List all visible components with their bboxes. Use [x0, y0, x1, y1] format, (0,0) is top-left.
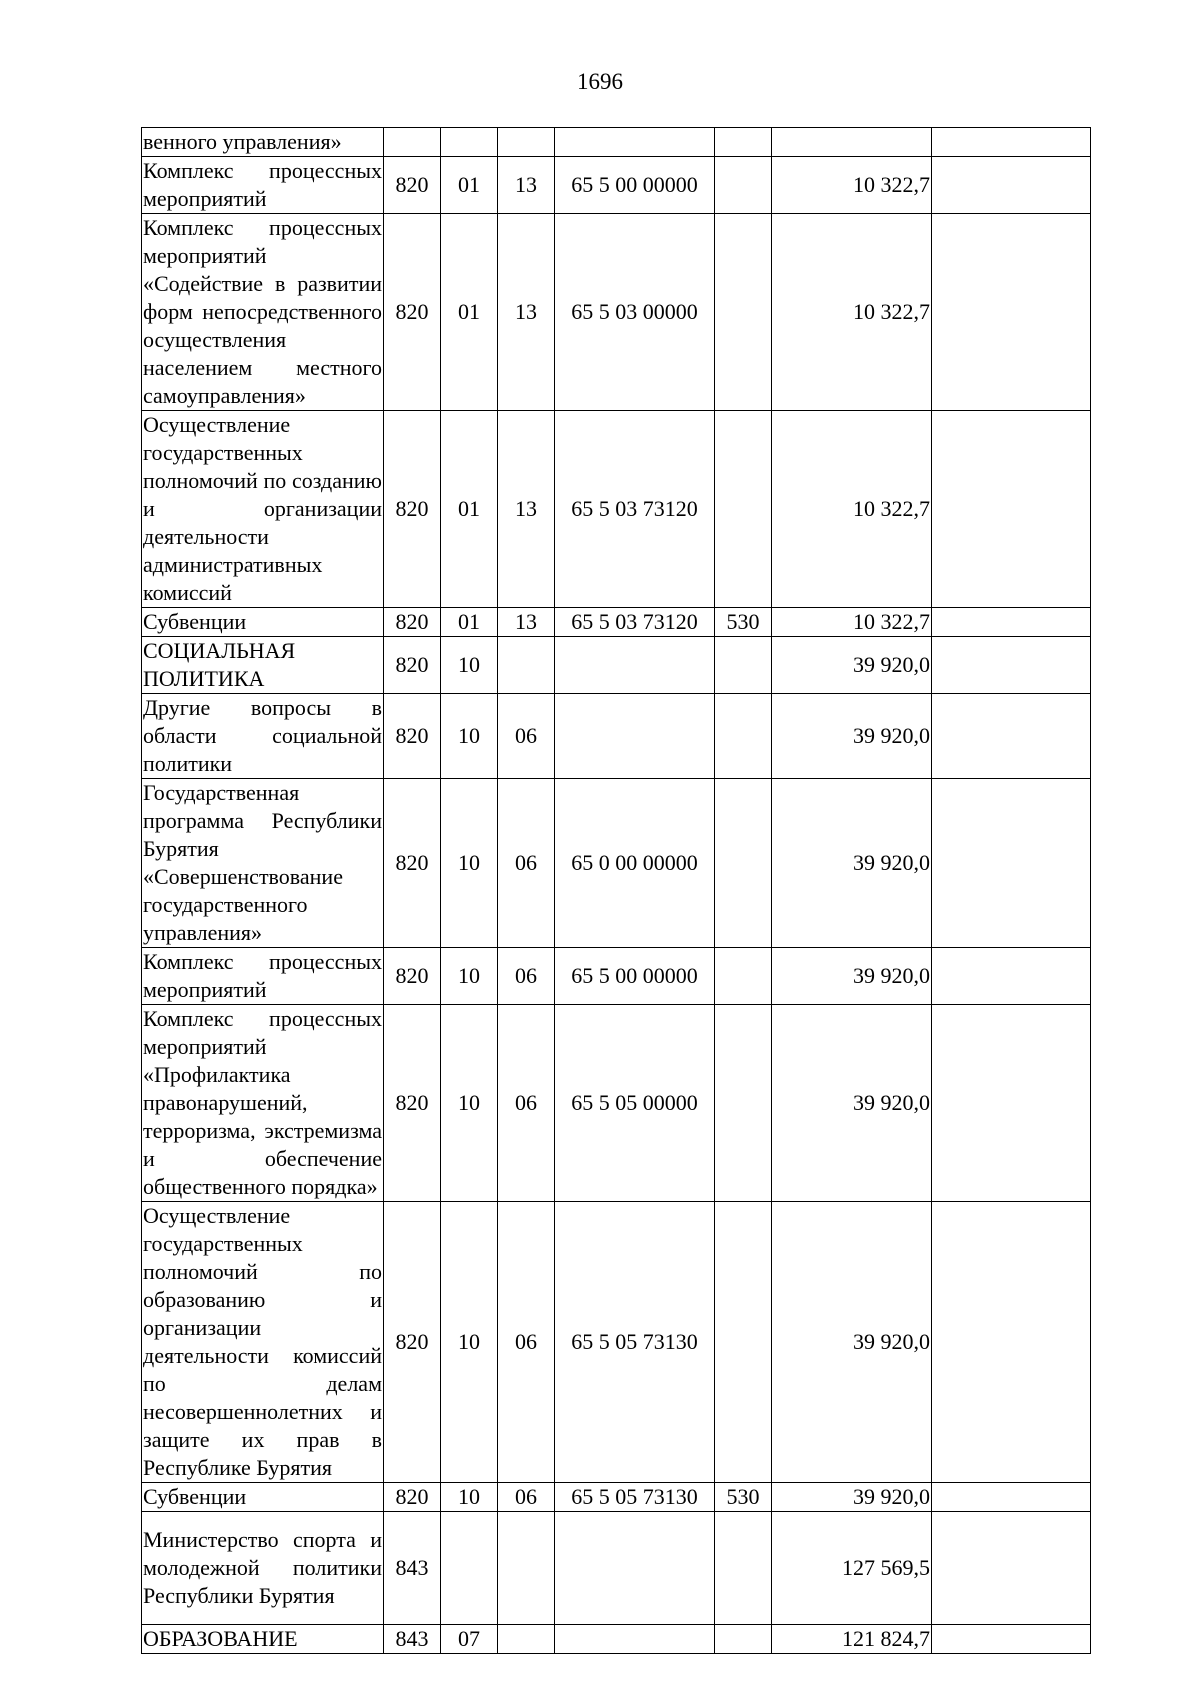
row-gr: 820	[384, 948, 441, 1005]
row-extra	[932, 157, 1091, 214]
table-row	[142, 637, 1091, 694]
row-sum: 39 920,0	[772, 637, 932, 694]
row-gr: 820	[384, 779, 441, 948]
row-pr: 13	[498, 214, 555, 411]
row-pr: 13	[498, 411, 555, 608]
row-rz: 01	[441, 157, 498, 214]
row-rz: 01	[441, 411, 498, 608]
row-vr	[715, 1625, 772, 1654]
row-extra	[932, 1512, 1091, 1625]
row-sum: 10 322,7	[772, 608, 932, 637]
table-row	[142, 1483, 1091, 1512]
row-rz: 10	[441, 694, 498, 779]
row-rz: 01	[441, 214, 498, 411]
row-csr: 65 5 05 73130	[555, 1483, 715, 1512]
row-csr	[555, 1512, 715, 1625]
table-row	[142, 1625, 1091, 1654]
row-sum: 39 920,0	[772, 1005, 932, 1202]
budget-table-body	[142, 128, 1091, 1654]
row-gr: 820	[384, 608, 441, 637]
row-csr: 65 5 00 00000	[555, 157, 715, 214]
row-pr	[498, 128, 555, 157]
row-gr: 820	[384, 637, 441, 694]
row-sum: 39 920,0	[772, 694, 932, 779]
row-rz: 01	[441, 608, 498, 637]
row-sum: 10 322,7	[772, 411, 932, 608]
row-pr	[498, 637, 555, 694]
row-name: Другие вопросы в области социальной политики	[142, 694, 384, 779]
row-csr: 65 5 00 00000	[555, 948, 715, 1005]
row-name: Комплекс процессных мероприятий «Профилактика правонарушений, терроризма, экстремизма и обеспечение общественного порядка»	[142, 1005, 384, 1202]
row-name: Субвенции	[142, 608, 384, 637]
row-pr: 13	[498, 157, 555, 214]
row-vr	[715, 948, 772, 1005]
row-extra	[932, 779, 1091, 948]
row-pr: 06	[498, 1005, 555, 1202]
row-name: Комплекс процессных мероприятий	[142, 948, 384, 1005]
row-sum: 39 920,0	[772, 1483, 932, 1512]
table-row	[142, 1512, 1091, 1625]
row-rz: 10	[441, 1005, 498, 1202]
row-vr	[715, 128, 772, 157]
row-gr: 820	[384, 694, 441, 779]
row-sum	[772, 128, 932, 157]
row-extra	[932, 1005, 1091, 1202]
table-row	[142, 1202, 1091, 1483]
table-row	[142, 157, 1091, 214]
table-row	[142, 608, 1091, 637]
row-pr: 06	[498, 1202, 555, 1483]
row-pr	[498, 1625, 555, 1654]
row-extra	[932, 1202, 1091, 1483]
row-gr: 820	[384, 1483, 441, 1512]
row-rz: 10	[441, 1202, 498, 1483]
row-gr: 843	[384, 1512, 441, 1625]
row-name: венного управления»	[142, 128, 384, 157]
row-csr: 65 5 03 00000	[555, 214, 715, 411]
row-vr	[715, 1512, 772, 1625]
row-vr	[715, 411, 772, 608]
row-extra	[932, 128, 1091, 157]
table-row	[142, 128, 1091, 157]
row-name: Министерство спорта и молодежной политики Республики Бурятия	[142, 1512, 384, 1625]
row-extra	[932, 214, 1091, 411]
row-vr	[715, 694, 772, 779]
row-rz: 10	[441, 637, 498, 694]
row-extra	[932, 637, 1091, 694]
row-rz: 10	[441, 779, 498, 948]
row-name: Субвенции	[142, 1483, 384, 1512]
row-extra	[932, 1625, 1091, 1654]
row-name: Осуществление государственных полномочий по созданию и организации деятельности административных комиссий	[142, 411, 384, 608]
row-csr	[555, 694, 715, 779]
row-pr: 06	[498, 1483, 555, 1512]
table-row	[142, 779, 1091, 948]
row-rz	[441, 128, 498, 157]
row-gr	[384, 128, 441, 157]
row-name: ОБРАЗОВАНИЕ	[142, 1625, 384, 1654]
row-gr: 820	[384, 1202, 441, 1483]
row-csr	[555, 637, 715, 694]
row-vr: 530	[715, 608, 772, 637]
row-pr: 06	[498, 779, 555, 948]
row-vr: 530	[715, 1483, 772, 1512]
row-gr: 843	[384, 1625, 441, 1654]
row-name: Осуществление государственных полномочий по образованию и организации деятельности комиссий по делам несовершеннолетних и защите их прав в Республике Бурятия	[142, 1202, 384, 1483]
row-pr: 13	[498, 608, 555, 637]
row-vr	[715, 214, 772, 411]
row-pr: 06	[498, 948, 555, 1005]
row-name: Государственная программа Республики Бурятия «Совершенствование государственного управления»	[142, 779, 384, 948]
table-row	[142, 948, 1091, 1005]
row-csr: 65 5 03 73120	[555, 411, 715, 608]
row-vr	[715, 779, 772, 948]
row-sum: 39 920,0	[772, 1202, 932, 1483]
row-vr	[715, 157, 772, 214]
row-vr	[715, 1202, 772, 1483]
row-csr: 65 0 00 00000	[555, 779, 715, 948]
row-extra	[932, 1483, 1091, 1512]
budget-table	[141, 127, 1091, 1654]
row-vr	[715, 637, 772, 694]
row-sum: 121 824,7	[772, 1625, 932, 1654]
row-pr	[498, 1512, 555, 1625]
row-name: СОЦИАЛЬНАЯ ПОЛИТИКА	[142, 637, 384, 694]
row-gr: 820	[384, 411, 441, 608]
row-sum: 39 920,0	[772, 779, 932, 948]
row-csr: 65 5 05 00000	[555, 1005, 715, 1202]
row-extra	[932, 694, 1091, 779]
row-rz: 10	[441, 948, 498, 1005]
row-pr: 06	[498, 694, 555, 779]
row-gr: 820	[384, 214, 441, 411]
row-rz: 10	[441, 1483, 498, 1512]
row-gr: 820	[384, 1005, 441, 1202]
row-name: Комплекс процессных мероприятий «Содействие в развитии форм непосредственного осуществления населением местного самоуправления»	[142, 214, 384, 411]
row-extra	[932, 608, 1091, 637]
row-vr	[715, 1005, 772, 1202]
table-row	[142, 694, 1091, 779]
row-sum: 10 322,7	[772, 214, 932, 411]
row-gr: 820	[384, 157, 441, 214]
row-sum: 39 920,0	[772, 948, 932, 1005]
row-extra	[932, 948, 1091, 1005]
table-row	[142, 1005, 1091, 1202]
table-row	[142, 214, 1091, 411]
row-csr	[555, 128, 715, 157]
row-name: Комплекс процессных мероприятий	[142, 157, 384, 214]
row-rz: 07	[441, 1625, 498, 1654]
row-extra	[932, 411, 1091, 608]
table-row	[142, 411, 1091, 608]
row-csr	[555, 1625, 715, 1654]
row-sum: 127 569,5	[772, 1512, 932, 1625]
row-csr: 65 5 03 73120	[555, 608, 715, 637]
row-rz	[441, 1512, 498, 1625]
row-csr: 65 5 05 73130	[555, 1202, 715, 1483]
page-number: 1696	[577, 69, 623, 94]
row-sum: 10 322,7	[772, 157, 932, 214]
